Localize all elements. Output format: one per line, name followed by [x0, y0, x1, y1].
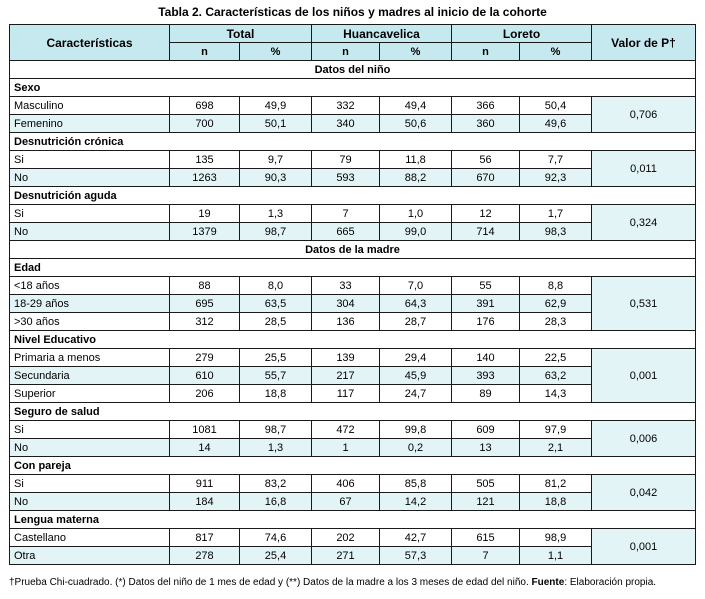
cell-huancavelica-pct: 1,0 — [380, 205, 452, 223]
cell-huancavelica-pct: 28,7 — [380, 313, 452, 331]
cell-total-pct: 49,9 — [240, 97, 312, 115]
header-huancavelica-n: n — [312, 43, 380, 61]
row-label: Femenino — [10, 115, 170, 133]
cell-loreto-n: 714 — [452, 223, 520, 241]
row-label: No — [10, 493, 170, 511]
cell-loreto-n: 366 — [452, 97, 520, 115]
cell-loreto-pct: 98,3 — [520, 223, 592, 241]
cell-total-n: 184 — [170, 493, 240, 511]
cell-huancavelica-pct: 11,8 — [380, 151, 452, 169]
cell-huancavelica-pct: 88,2 — [380, 169, 452, 187]
table-row — [10, 529, 696, 547]
cell-huancavelica-n: 33 — [312, 277, 380, 295]
table-row — [10, 475, 696, 493]
cell-total-pct: 25,5 — [240, 349, 312, 367]
cell-loreto-pct: 2,1 — [520, 439, 592, 457]
cell-total-n: 698 — [170, 97, 240, 115]
header-huancavelica: Huancavelica — [312, 25, 452, 43]
cell-total-pct: 63,5 — [240, 295, 312, 313]
cell-huancavelica-n: 665 — [312, 223, 380, 241]
table-row — [10, 205, 696, 223]
cell-loreto-pct: 14,3 — [520, 385, 592, 403]
cell-total-pct: 50,1 — [240, 115, 312, 133]
p-value-cell: 0,001 — [592, 349, 696, 403]
cell-total-n: 911 — [170, 475, 240, 493]
cell-huancavelica-pct: 42,7 — [380, 529, 452, 547]
category-label: Nivel Educativo — [10, 331, 696, 349]
cell-total-pct: 18,8 — [240, 385, 312, 403]
cell-huancavelica-pct: 50,6 — [380, 115, 452, 133]
cell-loreto-n: 615 — [452, 529, 520, 547]
header-total: Total — [170, 25, 312, 43]
row-label: <18 años — [10, 277, 170, 295]
table-body — [10, 61, 696, 565]
cell-total-pct: 55,7 — [240, 367, 312, 385]
row-label: No — [10, 439, 170, 457]
cell-loreto-n: 393 — [452, 367, 520, 385]
cell-loreto-pct: 28,3 — [520, 313, 592, 331]
header-characteristics: Características — [10, 25, 170, 61]
cell-huancavelica-pct: 14,2 — [380, 493, 452, 511]
cell-huancavelica-n: 202 — [312, 529, 380, 547]
cell-loreto-pct: 1,7 — [520, 205, 592, 223]
row-label: Primaria a menos — [10, 349, 170, 367]
row-label: Si — [10, 151, 170, 169]
table-row — [10, 421, 696, 439]
header-loreto-pct: % — [520, 43, 592, 61]
cell-total-pct: 90,3 — [240, 169, 312, 187]
cell-loreto-pct: 81,2 — [520, 475, 592, 493]
cell-total-pct: 16,8 — [240, 493, 312, 511]
cell-huancavelica-pct: 0,2 — [380, 439, 452, 457]
cell-total-n: 88 — [170, 277, 240, 295]
cell-total-pct: 25,4 — [240, 547, 312, 565]
footnote-source-text: : Elaboración propia. — [564, 577, 657, 588]
cell-loreto-n: 609 — [452, 421, 520, 439]
row-label: >30 años — [10, 313, 170, 331]
row-label: 18-29 años — [10, 295, 170, 313]
category-label: Lengua materna — [10, 511, 696, 529]
cell-total-n: 279 — [170, 349, 240, 367]
cell-huancavelica-pct: 57,3 — [380, 547, 452, 565]
cell-huancavelica-n: 304 — [312, 295, 380, 313]
table-row — [10, 277, 696, 295]
cell-loreto-n: 121 — [452, 493, 520, 511]
row-label: Si — [10, 205, 170, 223]
cell-total-n: 312 — [170, 313, 240, 331]
cell-huancavelica-pct: 85,8 — [380, 475, 452, 493]
cell-huancavelica-n: 1 — [312, 439, 380, 457]
cell-total-n: 700 — [170, 115, 240, 133]
cell-loreto-n: 89 — [452, 385, 520, 403]
row-label: Superior — [10, 385, 170, 403]
cell-total-n: 14 — [170, 439, 240, 457]
cell-huancavelica-pct: 64,3 — [380, 295, 452, 313]
cell-total-n: 278 — [170, 547, 240, 565]
row-label: No — [10, 169, 170, 187]
row-label: Castellano — [10, 529, 170, 547]
cell-total-n: 135 — [170, 151, 240, 169]
cell-total-pct: 8,0 — [240, 277, 312, 295]
header-loreto-n: n — [452, 43, 520, 61]
cell-total-n: 19 — [170, 205, 240, 223]
cell-huancavelica-n: 340 — [312, 115, 380, 133]
p-value-cell: 0,042 — [592, 475, 696, 511]
table-row — [10, 97, 696, 115]
row-label: Si — [10, 421, 170, 439]
cell-total-pct: 1,3 — [240, 205, 312, 223]
p-value-cell: 0,531 — [592, 277, 696, 331]
cell-total-pct: 9,7 — [240, 151, 312, 169]
cell-huancavelica-n: 67 — [312, 493, 380, 511]
table-header — [10, 25, 696, 61]
cell-loreto-pct: 98,9 — [520, 529, 592, 547]
cell-huancavelica-n: 7 — [312, 205, 380, 223]
cell-loreto-n: 505 — [452, 475, 520, 493]
cell-huancavelica-pct: 29,4 — [380, 349, 452, 367]
cell-huancavelica-n: 139 — [312, 349, 380, 367]
cell-loreto-n: 56 — [452, 151, 520, 169]
cell-loreto-pct: 92,3 — [520, 169, 592, 187]
section-title: Datos del niño — [10, 61, 696, 79]
cell-loreto-n: 360 — [452, 115, 520, 133]
cell-loreto-pct: 22,5 — [520, 349, 592, 367]
header-total-pct: % — [240, 43, 312, 61]
cell-huancavelica-n: 79 — [312, 151, 380, 169]
p-value-cell: 0,706 — [592, 97, 696, 133]
p-value-cell: 0,011 — [592, 151, 696, 187]
cell-loreto-n: 7 — [452, 547, 520, 565]
cell-huancavelica-n: 217 — [312, 367, 380, 385]
cell-huancavelica-n: 271 — [312, 547, 380, 565]
row-label: Secundaria — [10, 367, 170, 385]
data-table — [9, 24, 696, 565]
footnote — [9, 576, 699, 590]
cell-huancavelica-pct: 99,0 — [380, 223, 452, 241]
cell-huancavelica-pct: 49,4 — [380, 97, 452, 115]
cell-loreto-n: 140 — [452, 349, 520, 367]
cell-loreto-pct: 1,1 — [520, 547, 592, 565]
p-value-cell: 0,006 — [592, 421, 696, 457]
cell-huancavelica-n: 406 — [312, 475, 380, 493]
cell-loreto-pct: 63,2 — [520, 367, 592, 385]
cell-loreto-pct: 97,9 — [520, 421, 592, 439]
header-huancavelica-pct: % — [380, 43, 452, 61]
cell-loreto-n: 176 — [452, 313, 520, 331]
cell-huancavelica-n: 472 — [312, 421, 380, 439]
table-title: Tabla 2. Características de los niños y madres al inicio de la cohorte — [158, 5, 547, 19]
cell-total-n: 1263 — [170, 169, 240, 187]
cell-huancavelica-n: 136 — [312, 313, 380, 331]
cell-huancavelica-pct: 7,0 — [380, 277, 452, 295]
cell-loreto-pct: 8,8 — [520, 277, 592, 295]
table-row — [10, 349, 696, 367]
cell-huancavelica-pct: 99,8 — [380, 421, 452, 439]
category-label: Seguro de salud — [10, 403, 696, 421]
table-row — [10, 151, 696, 169]
cell-huancavelica-pct: 24,7 — [380, 385, 452, 403]
cell-total-n: 206 — [170, 385, 240, 403]
cell-loreto-pct: 18,8 — [520, 493, 592, 511]
cell-loreto-n: 670 — [452, 169, 520, 187]
cell-huancavelica-pct: 45,9 — [380, 367, 452, 385]
cell-total-n: 817 — [170, 529, 240, 547]
cell-total-n: 1379 — [170, 223, 240, 241]
cell-total-pct: 28,5 — [240, 313, 312, 331]
cell-huancavelica-n: 117 — [312, 385, 380, 403]
cell-total-pct: 98,7 — [240, 223, 312, 241]
cell-total-pct: 83,2 — [240, 475, 312, 493]
header-loreto: Loreto — [452, 25, 592, 43]
cell-total-n: 1081 — [170, 421, 240, 439]
cell-loreto-pct: 7,7 — [520, 151, 592, 169]
cell-loreto-n: 391 — [452, 295, 520, 313]
category-label: Sexo — [10, 79, 696, 97]
category-label: Con pareja — [10, 457, 696, 475]
cell-loreto-pct: 62,9 — [520, 295, 592, 313]
cell-loreto-n: 12 — [452, 205, 520, 223]
cell-huancavelica-n: 593 — [312, 169, 380, 187]
section-title: Datos de la madre — [10, 241, 696, 259]
cell-total-pct: 98,7 — [240, 421, 312, 439]
footnote-text: †Prueba Chi-cuadrado. (*) Datos del niño de 1 mes de edad y (**) Datos de la madre a los 3 meses de edad del niño. — [9, 577, 532, 588]
cell-huancavelica-n: 332 — [312, 97, 380, 115]
row-label: No — [10, 223, 170, 241]
header-p-value: Valor de P† — [592, 25, 696, 61]
cell-loreto-n: 55 — [452, 277, 520, 295]
cell-loreto-n: 13 — [452, 439, 520, 457]
category-label: Desnutrición crónica — [10, 133, 696, 151]
category-label: Desnutrición aguda — [10, 187, 696, 205]
cell-total-n: 695 — [170, 295, 240, 313]
p-value-cell: 0,001 — [592, 529, 696, 565]
row-label: Masculino — [10, 97, 170, 115]
cell-loreto-pct: 50,4 — [520, 97, 592, 115]
cell-loreto-pct: 49,6 — [520, 115, 592, 133]
cell-total-n: 610 — [170, 367, 240, 385]
p-value-cell: 0,324 — [592, 205, 696, 241]
footnote-source-label: Fuente — [531, 577, 565, 588]
header-total-n: n — [170, 43, 240, 61]
cell-total-pct: 1,3 — [240, 439, 312, 457]
row-label: Otra — [10, 547, 170, 565]
row-label: Si — [10, 475, 170, 493]
category-label: Edad — [10, 259, 696, 277]
cell-total-pct: 74,6 — [240, 529, 312, 547]
